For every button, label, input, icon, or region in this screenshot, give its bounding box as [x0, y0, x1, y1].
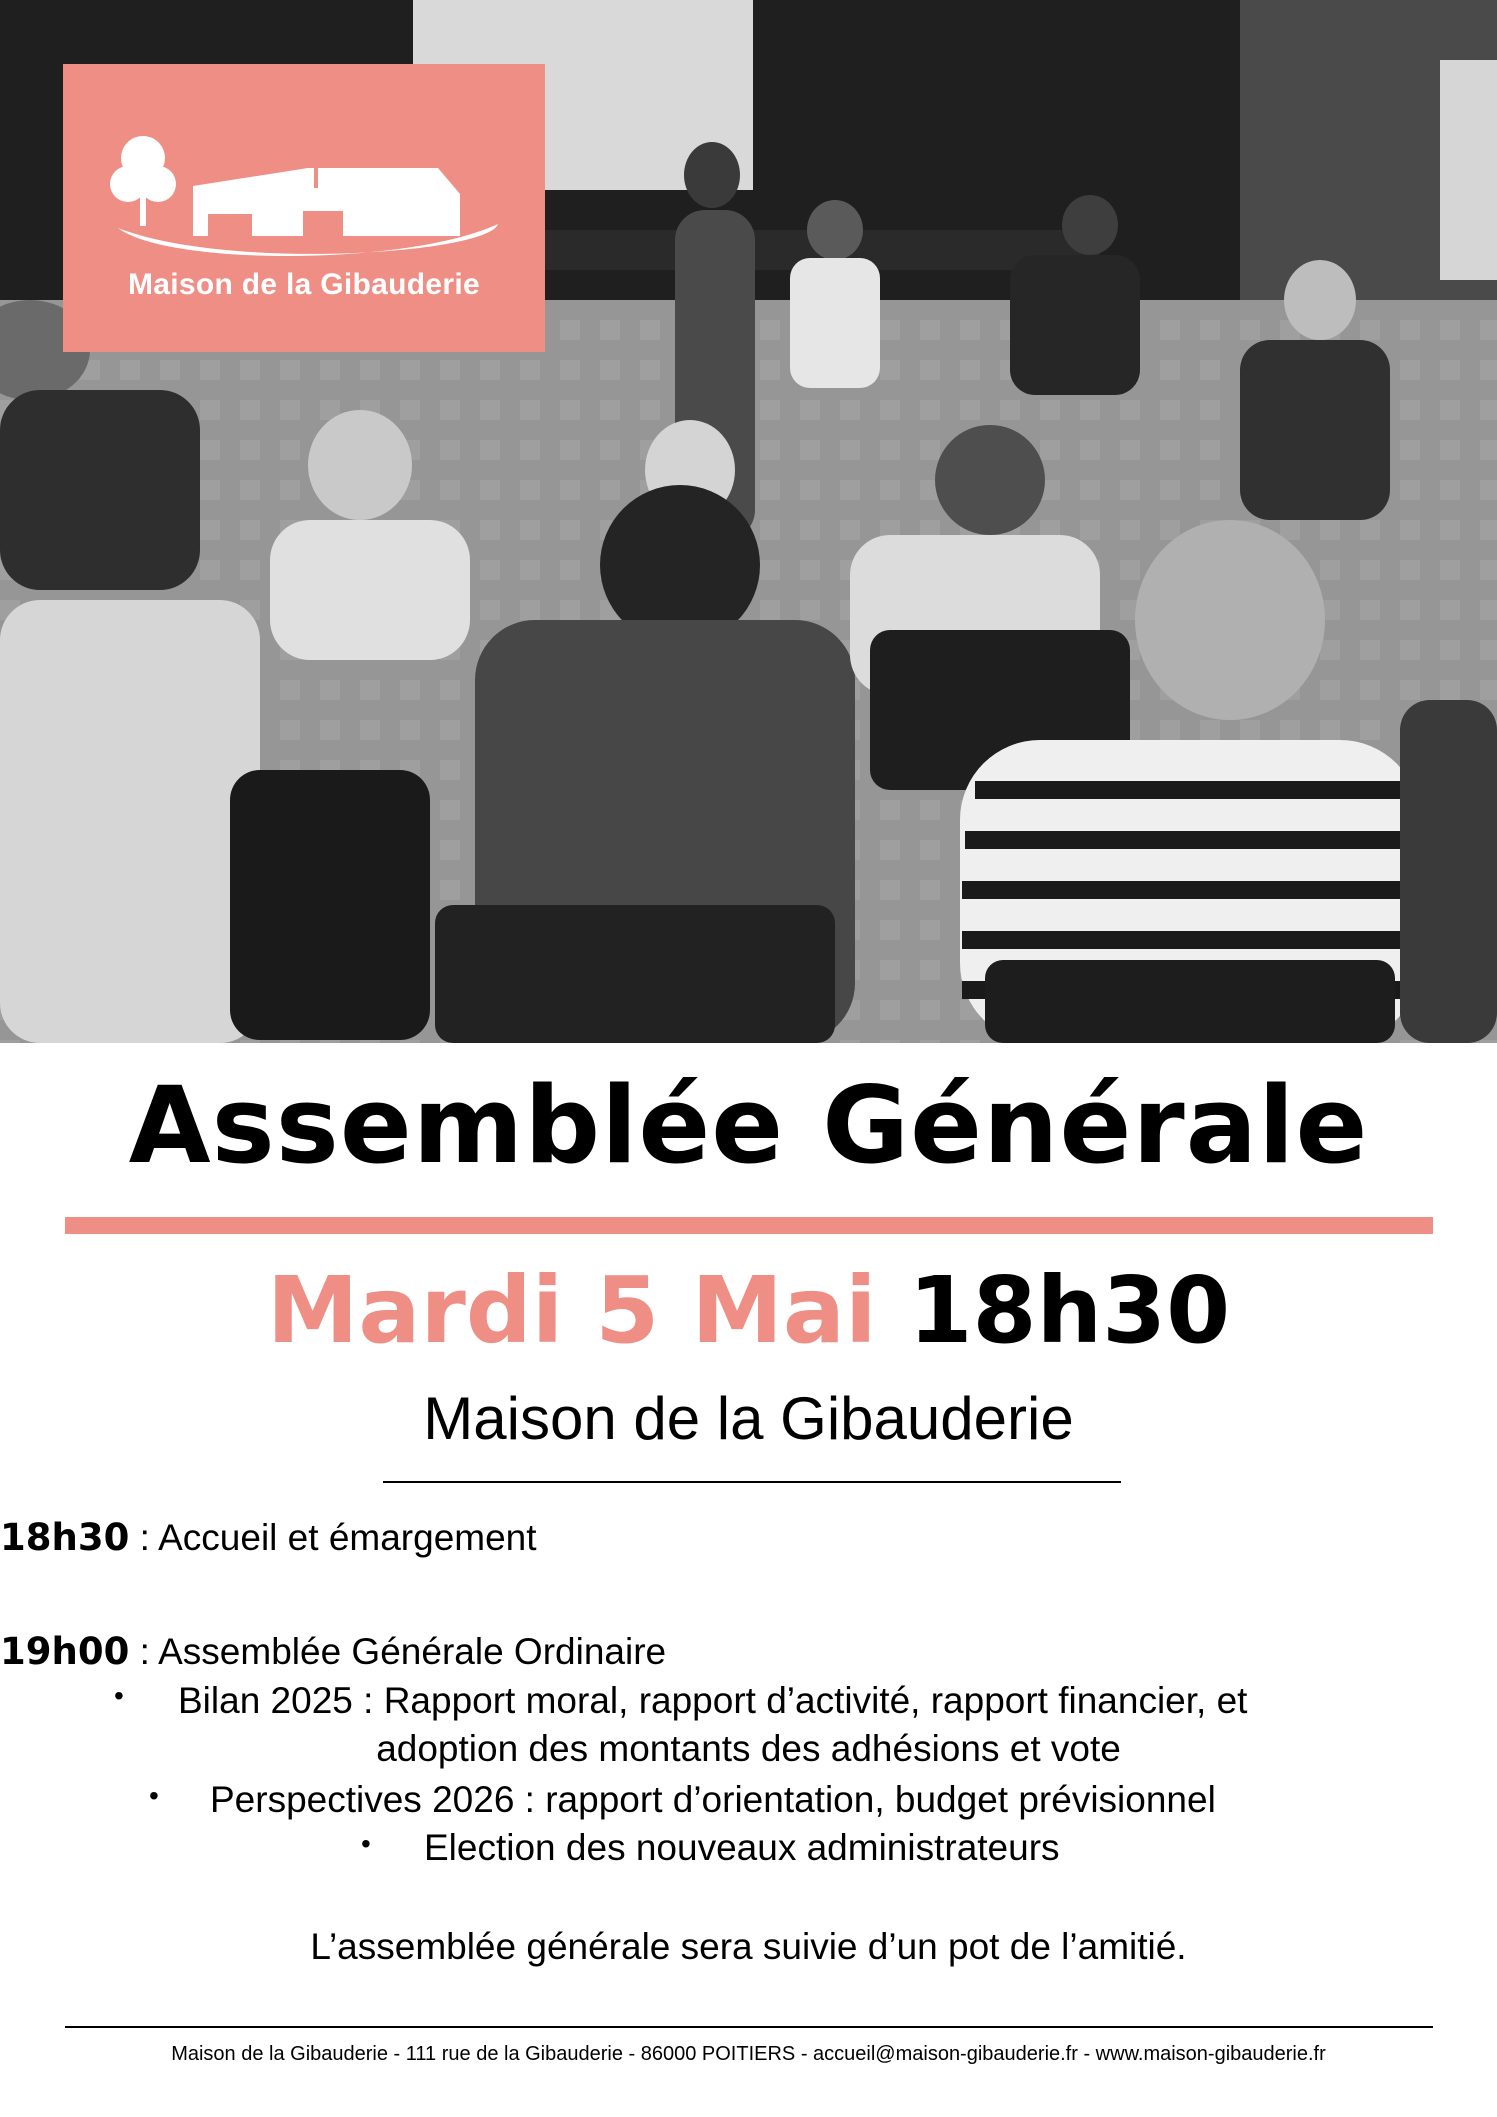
logo-text: Maison de la Gibauderie: [128, 268, 480, 301]
bullet-item-perspectives: Perspectives 2026 : rapport d’orientation, budget prévisionnel: [210, 1779, 1216, 1820]
bullet-item-election: Election des nouveaux administrateurs: [424, 1827, 1060, 1868]
closing-note: L’assemblée générale sera suivie d’un pot de l’amitié.: [310, 1926, 1187, 1967]
bullet-icon: •: [361, 1828, 371, 1859]
program-time: 18h30: [0, 1516, 130, 1559]
bullet-item-bilan-line2: adoption des montants des adhésions et vote: [376, 1728, 1121, 1769]
program-item-assembly: [0, 1628, 1497, 1676]
venue: Maison de la Gibauderie: [423, 1385, 1074, 1452]
logo: [63, 64, 545, 352]
bullet-icon: •: [149, 1780, 159, 1811]
program-time: 19h00: [0, 1630, 130, 1673]
building-logo-icon: [108, 116, 500, 261]
program-text: : Accueil et émargement: [129, 1517, 537, 1558]
program-text: : Assemblée Générale Ordinaire: [129, 1631, 667, 1672]
event-time: 18h30: [908, 1257, 1231, 1364]
footer-contact: Maison de la Gibauderie - 111 rue de la Gibauderie - 86000 POITIERS - accueil@maison-gibauderie.fr - www.maison-gibauderie.fr: [171, 2043, 1326, 2065]
page-title: Assemblée Générale: [128, 1064, 1369, 1187]
date-time-line: [0, 1257, 1497, 1364]
venue-divider: [383, 1481, 1121, 1483]
footer-divider: [65, 2026, 1433, 2028]
bullet-icon: •: [114, 1680, 124, 1711]
program-item-welcome: [0, 1514, 1497, 1562]
event-date: Mardi 5 Mai: [266, 1257, 877, 1364]
bullet-item-bilan-line1: Bilan 2025 : Rapport moral, rapport d’activité, rapport financier, et: [178, 1680, 1248, 1721]
title-divider: [65, 1217, 1433, 1234]
